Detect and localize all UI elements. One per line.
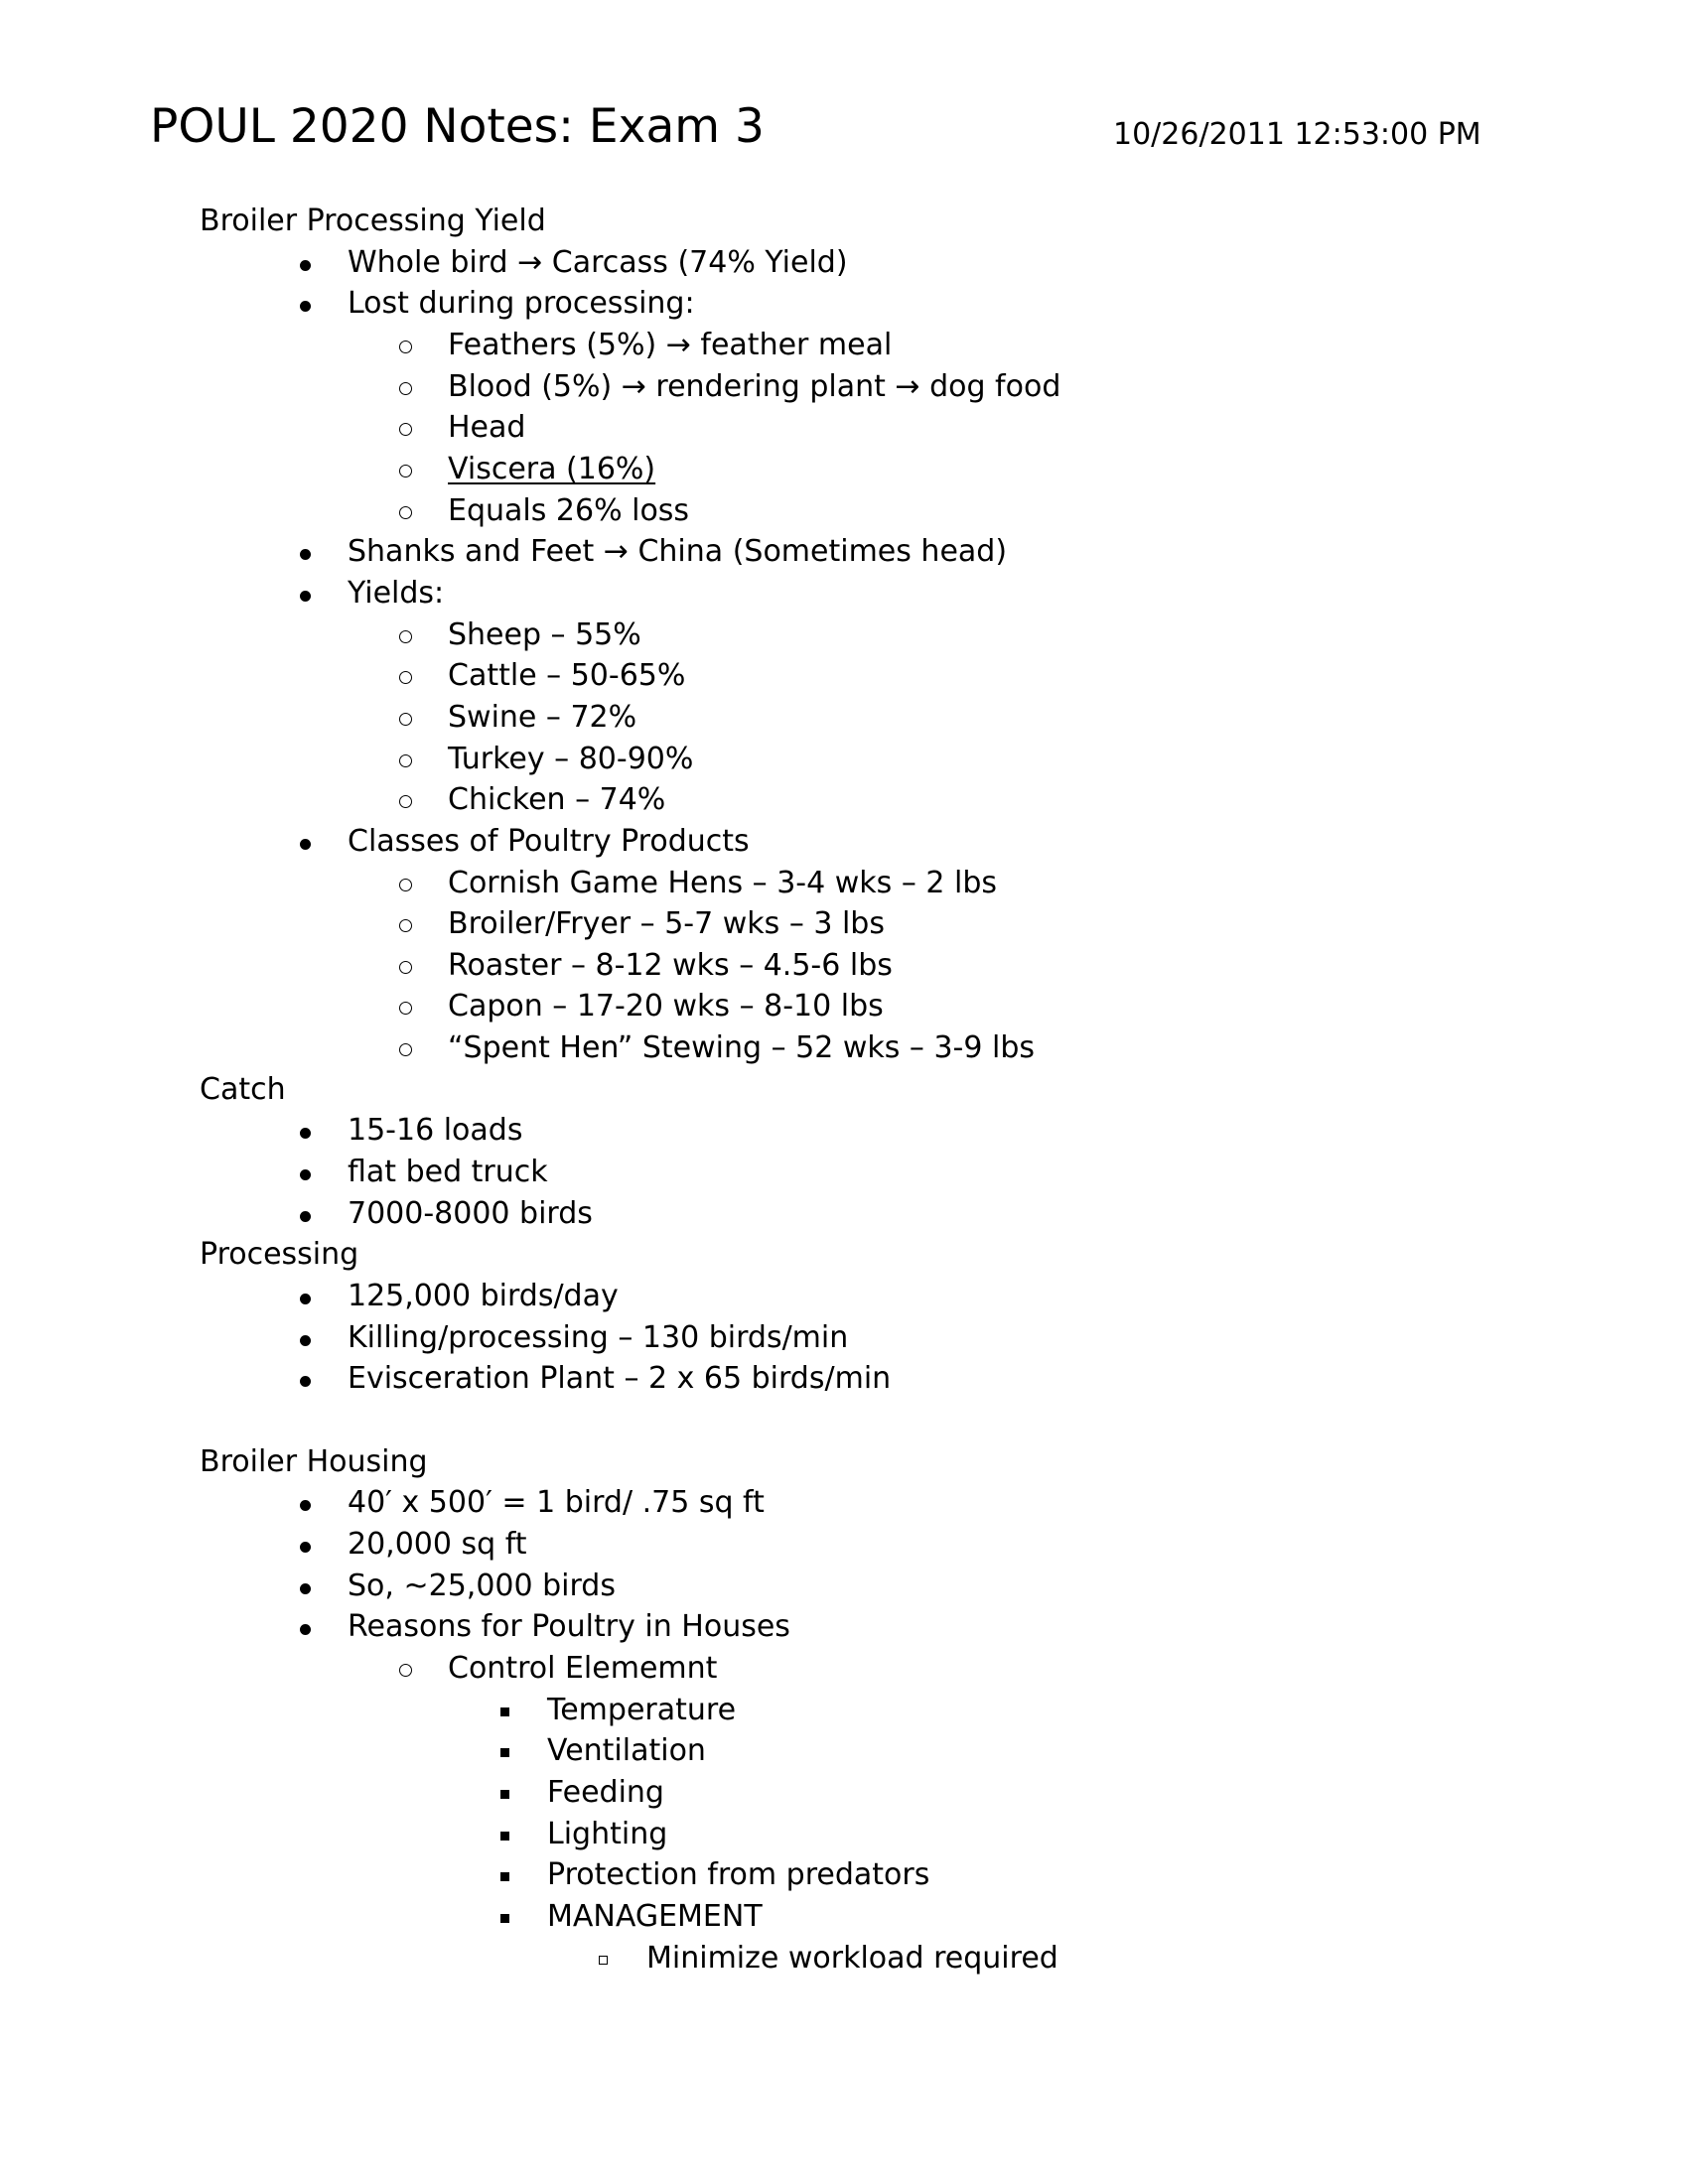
notes-body [0,201,1688,1979]
section-heading: Processing [200,1237,359,1273]
list-item-text: Turkey – 80-90% [448,741,694,776]
filled-circle-bullet-icon [300,1128,311,1139]
filled-circle-bullet-icon [300,549,311,560]
hollow-circle-bullet-icon [399,630,412,643]
filled-circle-bullet-icon [300,1169,311,1180]
list-item [0,863,1688,904]
list-item [0,366,1688,408]
list-item [0,1690,1688,1731]
hollow-square-bullet-icon [599,1956,608,1965]
section-heading: Broiler Processing Yield [200,204,546,238]
list-item [0,325,1688,366]
list-item-text: Whole bird → Carcass (74% Yield) [348,244,848,280]
filled-circle-bullet-icon [300,1583,311,1594]
filled-circle-bullet-icon [300,1376,311,1387]
list-item-text: Lighting [547,1816,668,1851]
filled-circle-bullet-icon [300,1624,311,1635]
filled-circle-bullet-icon [300,1542,311,1553]
list-item [0,531,1688,573]
list-item [0,1482,1688,1524]
list-item-text: Chicken – 74% [448,782,666,818]
list-item-text: 40′ x 500′ = 1 bird/ .75 sq ft [348,1485,765,1521]
hollow-circle-bullet-icon [399,382,412,395]
list-item [0,490,1688,532]
hollow-circle-bullet-icon [399,795,412,808]
list-item-text: MANAGEMENT [547,1898,763,1934]
section-heading: Broiler Housing [200,1443,428,1479]
hollow-circle-bullet-icon [399,1043,412,1056]
list-item [0,986,1688,1027]
hollow-circle-bullet-icon [399,506,412,519]
hollow-circle-bullet-icon [399,1664,412,1677]
list-item-text: Shanks and Feet → China (Sometimes head) [348,534,1008,570]
list-item-text: Blood (5%) → rendering plant → dog food [448,368,1061,404]
list-item [0,655,1688,697]
filled-square-bullet-icon [500,1790,509,1799]
list-item-text: Temperature [547,1692,737,1727]
list-item [0,1524,1688,1566]
list-item [0,945,1688,987]
list-item [0,1566,1688,1607]
list-item [0,1276,1688,1317]
list-item [0,1896,1688,1938]
list-item [0,697,1688,739]
list-item [0,739,1688,780]
list-item [0,1027,1688,1069]
filled-circle-bullet-icon [300,839,311,850]
section-heading: Catch [200,1071,286,1107]
filled-square-bullet-icon [500,1832,509,1841]
list-item-text: Yields: [348,575,445,611]
hollow-circle-bullet-icon [399,754,412,767]
list-item [0,614,1688,656]
hollow-circle-bullet-icon [399,465,412,478]
list-item-text: Reasons for Poultry in Houses [348,1609,790,1645]
filled-square-bullet-icon [500,1748,509,1757]
list-item [0,242,1688,284]
blank-line [0,1400,1688,1441]
list-item [0,821,1688,863]
filled-circle-bullet-icon [300,591,311,602]
timestamp: 10/26/2011 12:53:00 PM [1113,117,1481,152]
list-item-text: 15-16 loads [348,1113,523,1149]
list-item-text: Ventilation [547,1733,706,1769]
list-item [0,1730,1688,1772]
list-item-text: Protection from predators [547,1857,930,1893]
list-item [0,1358,1688,1400]
filled-circle-bullet-icon [300,260,311,271]
page-title: POUL 2020 Notes: Exam 3 [150,99,765,154]
section-heading-broiler-processing-yield [0,201,1688,242]
list-item [0,1772,1688,1814]
list-item [0,1648,1688,1690]
list-item-text: 7000-8000 birds [348,1195,593,1231]
list-item-text: Swine – 72% [448,699,637,735]
filled-circle-bullet-icon [300,1211,311,1222]
list-item [0,903,1688,945]
list-item-text: Evisceration Plant – 2 x 65 birds/min [348,1361,892,1397]
list-item-text: Roaster – 8-12 wks – 4.5-6 lbs [448,947,893,983]
list-item-text: Broiler/Fryer – 5-7 wks – 3 lbs [448,906,885,942]
list-item-text: Lost during processing: [348,286,695,322]
filled-square-bullet-icon [500,1707,509,1716]
filled-square-bullet-icon [500,1914,509,1923]
list-item-text: Control Elememnt [448,1650,718,1686]
filled-circle-bullet-icon [300,301,311,312]
list-item [0,573,1688,614]
list-item [0,1938,1688,1979]
filled-circle-bullet-icon [300,1335,311,1346]
list-item [0,449,1688,490]
hollow-circle-bullet-icon [399,713,412,726]
list-item-text: Capon – 17-20 wks – 8-10 lbs [448,989,884,1024]
list-item-text: flat bed truck [348,1155,548,1190]
list-item-text: So, ~25,000 birds [348,1568,616,1603]
list-item [0,1854,1688,1896]
filled-circle-bullet-icon [300,1294,311,1304]
filled-square-bullet-icon [500,1872,509,1881]
list-item-text: Killing/processing – 130 birds/min [348,1319,849,1355]
list-item [0,1814,1688,1855]
list-item-text: Cornish Game Hens – 3-4 wks – 2 lbs [448,865,997,900]
hollow-circle-bullet-icon [399,423,412,436]
section-heading-catch [0,1069,1688,1111]
list-item [0,1193,1688,1235]
filled-circle-bullet-icon [300,1500,311,1511]
hollow-circle-bullet-icon [399,919,412,932]
list-item [0,1606,1688,1648]
hollow-circle-bullet-icon [399,671,412,684]
section-heading-processing [0,1234,1688,1276]
list-item [0,407,1688,449]
list-item [0,1152,1688,1193]
hollow-circle-bullet-icon [399,961,412,974]
list-item-text: “Spent Hen” Stewing – 52 wks – 3-9 lbs [448,1030,1035,1066]
list-item [0,283,1688,325]
list-item [0,779,1688,821]
section-heading-broiler-housing [0,1441,1688,1483]
list-item-text: Feeding [547,1774,664,1810]
list-item-text: Minimize workload required [646,1940,1058,1976]
list-item-text-underlined: Viscera (16%) [448,451,656,486]
list-item-text: Sheep – 55% [448,616,641,652]
hollow-circle-bullet-icon [399,1002,412,1015]
list-item-text: Feathers (5%) → feather meal [448,327,893,362]
list-item-text: Cattle – 50-65% [448,658,686,694]
list-item-text: Head [448,410,526,446]
list-item-text: 20,000 sq ft [348,1527,527,1562]
list-item [0,1110,1688,1152]
hollow-circle-bullet-icon [399,341,412,353]
hollow-circle-bullet-icon [399,879,412,891]
list-item [0,1317,1688,1359]
list-item-text: 125,000 birds/day [348,1279,619,1314]
list-item-text: Classes of Poultry Products [348,823,750,859]
list-item-text: Equals 26% loss [448,492,690,528]
